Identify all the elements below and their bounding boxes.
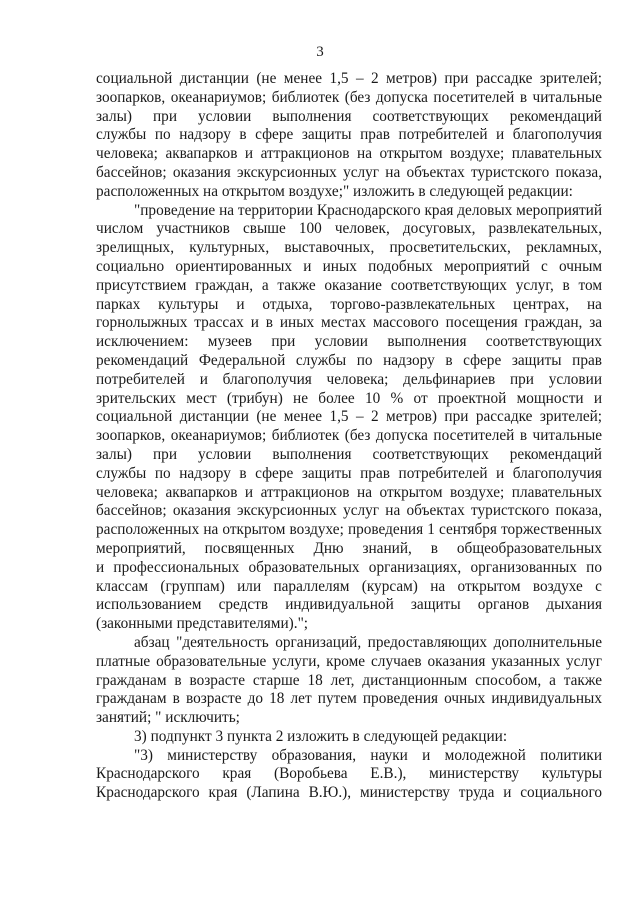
- text-line: человека; аквапарков и аттракционов на открытом воздухе; плавательных: [96, 145, 602, 163]
- text-line: "3) министерству образования, науки и молодежной политики: [134, 746, 602, 764]
- text-line: числом участников свыше 100 человек, досуговых, развлекательных,: [96, 220, 602, 238]
- text-line: зоопарков, океанариумов; библиотек (без допуска посетителей в читальные: [96, 88, 602, 106]
- text-line: социальной дистанции (не менее 1,5 – 2 метров) при рассадке зрителей;: [96, 408, 602, 426]
- text-line: Краснодарского края (Лапина В.Ю.), министерству труда и социального: [96, 784, 602, 802]
- text-line: потребителей и благополучия человека; дельфинариев при условии: [96, 370, 602, 388]
- text-line: "проведение на территории Краснодарского края деловых мероприятий: [134, 201, 602, 219]
- text-line: зрелищных, культурных, выставочных, просветительских, рекламных,: [96, 239, 602, 257]
- text-line: зрительских мест (трибун) не более 10 % от проектной мощности и: [96, 389, 602, 407]
- text-line: службы по надзору в сфере защиты прав потребителей и благополучия: [96, 126, 602, 144]
- paragraph-abzac-exclude: [96, 634, 602, 728]
- text-line: абзац "деятельность организаций, предоставляющих дополнительные: [134, 633, 602, 651]
- text-line: платные образовательные услуги, кроме случаев оказания указанных услуг: [96, 652, 602, 670]
- text-line: рекомендаций Федеральной службы по надзору в сфере защиты прав: [96, 351, 602, 369]
- text-line: гражданам в возрасте до 18 лет путем проведения очных индивидуальных: [96, 690, 602, 708]
- text-line: присутствием граждан, а также оказание соответствующих услуг, в том: [96, 276, 602, 294]
- text-line: бассейнов; оказания экскурсионных услуг на объектах туристского показа,: [96, 163, 602, 181]
- text-line: социально ориентированных и иных подобных мероприятий с очным: [96, 257, 602, 275]
- text-line: расположенных на открытом воздухе; проведения 1 сентября торжественных: [96, 521, 602, 539]
- paragraph-continuation: [96, 70, 602, 202]
- paragraph-item-3: [96, 728, 602, 747]
- text-line: (законными представителями).";: [96, 615, 309, 633]
- text-line: и профессиональных образовательных организациях, организованных по: [96, 558, 602, 576]
- text-line: бассейнов; оказания экскурсионных услуг на объектах туристского показа,: [96, 502, 602, 520]
- text-line: классам (группам) или параллелям (курсам) на открытом воздухе с: [96, 577, 602, 595]
- text-line: мероприятий, посвященных Дню знаний, в общеобразовательных: [96, 539, 602, 557]
- text-line: занятий; " исключить;: [96, 709, 240, 727]
- text-line: гражданам в возрасте старше 18 лет, дистанционным способом, а также: [96, 671, 602, 689]
- text-line: 3) подпункт 3 пункта 2 изложить в следующей редакции:: [134, 727, 508, 745]
- text-line: горнолыжных трассах и в иных местах массового посещения граждан, за: [96, 314, 602, 332]
- text-line: зоопарков, океанариумов; библиотек (без допуска посетителей в читальные: [96, 427, 602, 445]
- text-line: социальной дистанции (не менее 1,5 – 2 метров) при рассадке зрителей;: [96, 70, 602, 87]
- text-line: исключением: музеев при условии выполнения соответствующих: [96, 333, 602, 351]
- page-number: 3: [316, 44, 324, 60]
- text-line: парках культуры и отдыха, торгово-развлекательных центрах, на: [96, 295, 602, 313]
- text-line: залы) при условии выполнения соответствующих рекомендаций: [96, 445, 602, 463]
- text-line: службы по надзору в сфере защиты прав потребителей и благополучия: [96, 464, 602, 482]
- paragraph-quote-item-3: [96, 747, 602, 803]
- text-line: расположенных на открытом воздухе;" изложить в следующей редакции:: [96, 182, 573, 200]
- text-line: Краснодарского края (Воробьева Е.В.), министерству культуры: [96, 765, 602, 783]
- text-line: использованием средств индивидуальной защиты органов дыхания: [96, 596, 602, 614]
- text-line: залы) при условии выполнения соответствующих рекомендаций: [96, 107, 602, 125]
- text-line: человека; аквапарков и аттракционов на открытом воздухе; плавательных: [96, 483, 602, 501]
- paragraph-quote-new-wording: [96, 202, 602, 634]
- document-body: [96, 70, 602, 803]
